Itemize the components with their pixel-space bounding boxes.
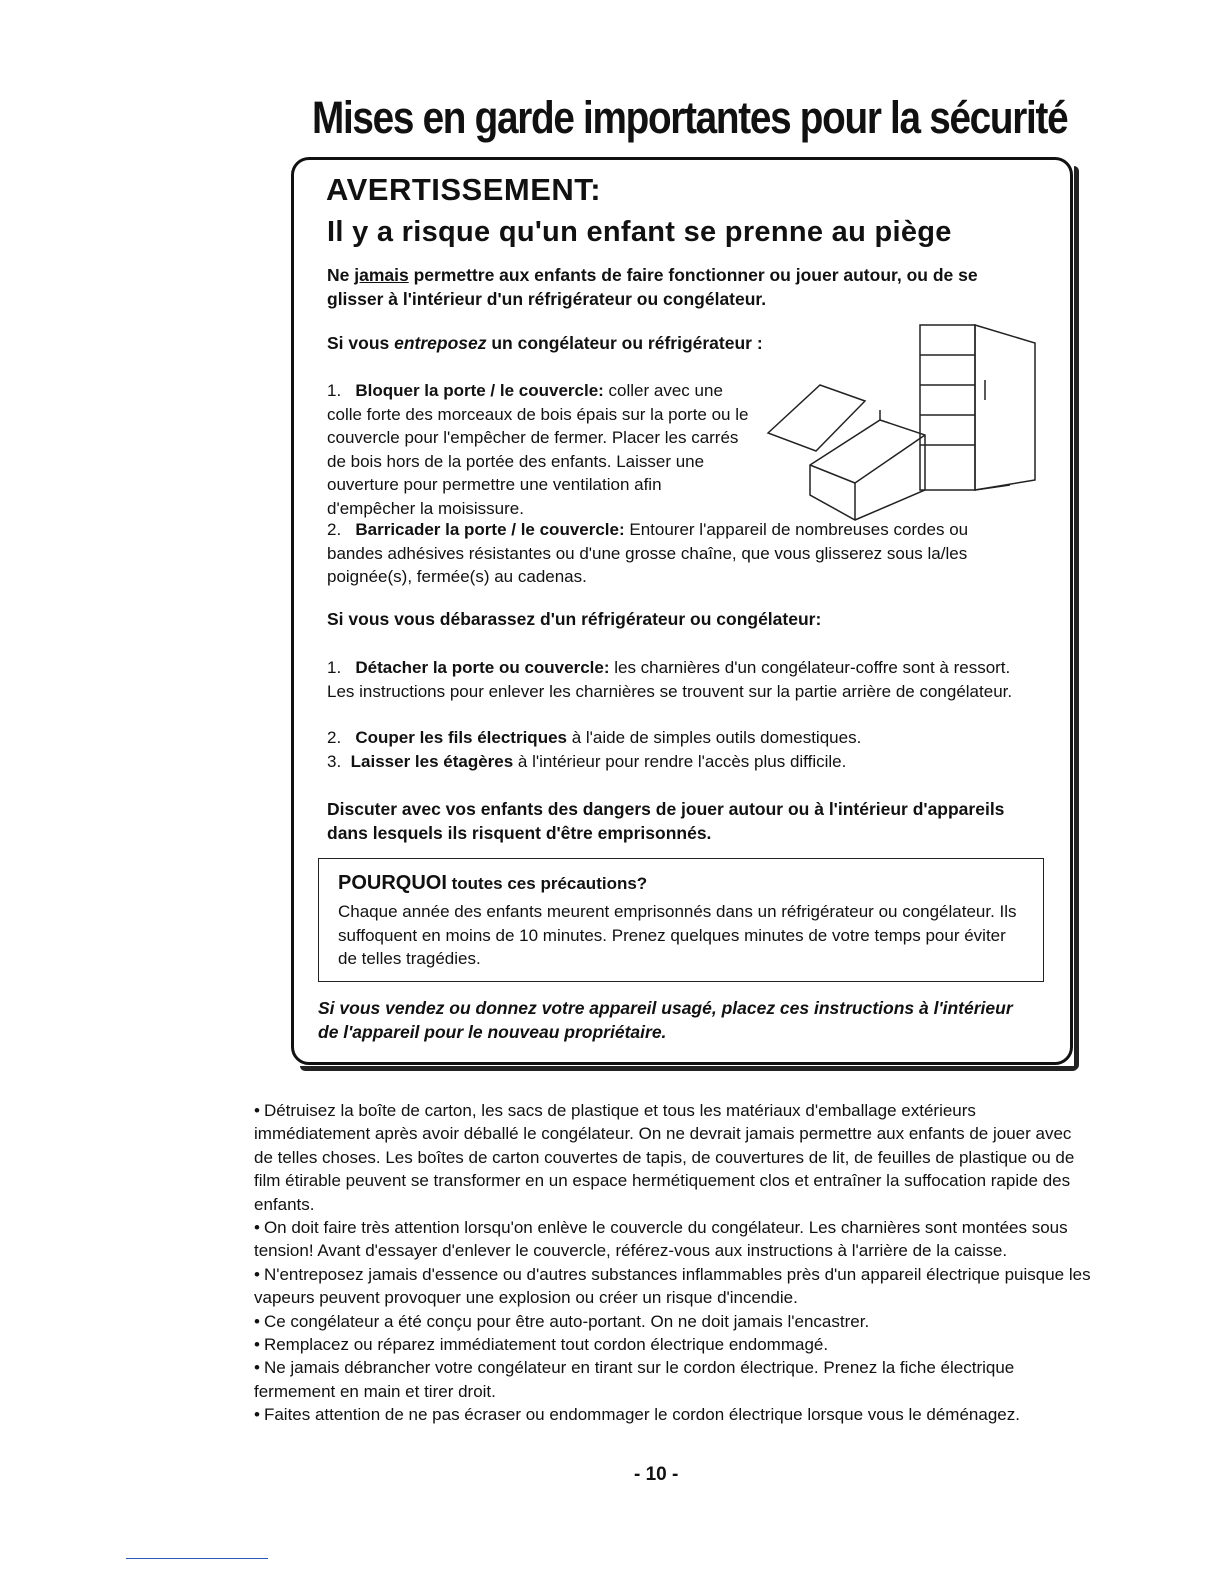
storing-step: 1. Bloquer la porte / le couvercle: coller avec une colle forte des morceaux de bois épais sur la porte ou le couvercle pour l'empêcher de fermer. Placer les carrés de bois hors de la portée des enfants. Laisser une ouverture pour permettre une ventilation afin d'empêcher la moisissure. [327,381,749,518]
why-body: Chaque année des enfants meurent emprisonnés dans un réfrigérateur ou congélateur. Ils suffoquent en moins de 10 minutes. Prenez quelques minutes de votre temps pour éviter de telles tragédies. [338,902,1017,968]
list-item: • N'entreposez jamais d'essence ou d'autres substances inflammables près d'un appareil électrique puisque les vapeurs peuvent provoquer une explosion ou créer un risque d'incendie. [254,1264,1091,1308]
discuss-note: Discuter avec vos enfants des dangers de jouer autour ou à l'intérieur d'appareils dans lesquels ils risquent d'être emprisonnés. [327,799,1005,843]
disposing-step: 1. Détacher la porte ou couvercle: les charnières d'un congélateur-coffre sont à ressort. Les instructions pour enlever les charnières se trouvent sur la partie arrière de congélateur. [327,658,1013,701]
list-item: • Remplacez ou réparez immédiatement tout cordon électrique endommagé. [254,1335,829,1355]
disposing-step: 3. Laisser les étagères à l'intérieur pour rendre l'accès plus difficile. [327,752,847,771]
page-number: - 10 - [634,1464,679,1485]
list-item: • Ne jamais débrancher votre congélateur en tirant sur le cordon électrique. Prenez la fiche électrique fermement en main et tirer droit. [254,1358,1015,1401]
why-title: POURQUOI toutes ces précautions? [338,872,648,894]
disposing-heading: Si vous vous débarassez d'un réfrigérateur ou congélateur: [327,609,822,629]
warning-subheading: Il y a risque qu'un enfant se prenne au piège [327,216,952,248]
list-item: • On doit faire très attention lorsqu'on enlève le couvercle du congélateur. Les charnières sont montées sous tension! Avant d'essayer d'enlever le couvercle, référez-vous aux instructions à l'arrière de la caisse. [254,1218,1068,1261]
freezer-illustration [760,315,1040,530]
storing-heading: Si vous entreposez un congélateur ou réfrigérateur : [327,333,763,353]
sell-note: Si vous vendez ou donnez votre appareil usagé, placez ces instructions à l'intérieur de l'appareil pour le nouveau propriétaire. [318,998,1013,1042]
list-item: • Faites attention de ne pas écraser ou endommager le cordon électrique lorsque vous le déménagez. [254,1405,1020,1425]
page-title: Mises en garde importantes pour la sécurité [312,92,1068,143]
warning-intro: Ne jamais permettre aux enfants de faire fonctionner ou jouer autour, ou de se glisser à l'intérieur d'un réfrigérateur ou congélateur. [327,265,978,309]
list-item: • Détruisez la boîte de carton, les sacs de plastique et tous les matériaux d'emballage extérieurs immédiatement après avoir déballé le congélateur. On ne devrait jamais permettre aux enfants de jouer avec de telles choses. Les boîtes de carton couvertes de tapis, de couvertures de lit, de feuilles de plastique ou de film étirable peuvent se transformer en un espace hermétiquement clos et entraîner la suffocation rapide des enfants. [254,1101,1075,1214]
safety-bullet-list [254,1099,1094,1427]
warning-heading: AVERTISSEMENT: [326,172,602,207]
disposing-step: 2. Couper les fils électriques à l'aide de simples outils domestiques. [327,728,862,747]
list-item: • Ce congélateur a été conçu pour être auto-portant. On ne doit jamais l'encastrer. [254,1311,870,1331]
storing-step: 2. Barricader la porte / le couvercle: Entourer l'appareil de nombreuses cordes ou bandes adhésives résistantes ou d'une grosse chaîne, que vous glisserez sous la/les poignée(s), fermée(s) au cadenas. [327,520,969,586]
footer-rule [126,1558,268,1559]
